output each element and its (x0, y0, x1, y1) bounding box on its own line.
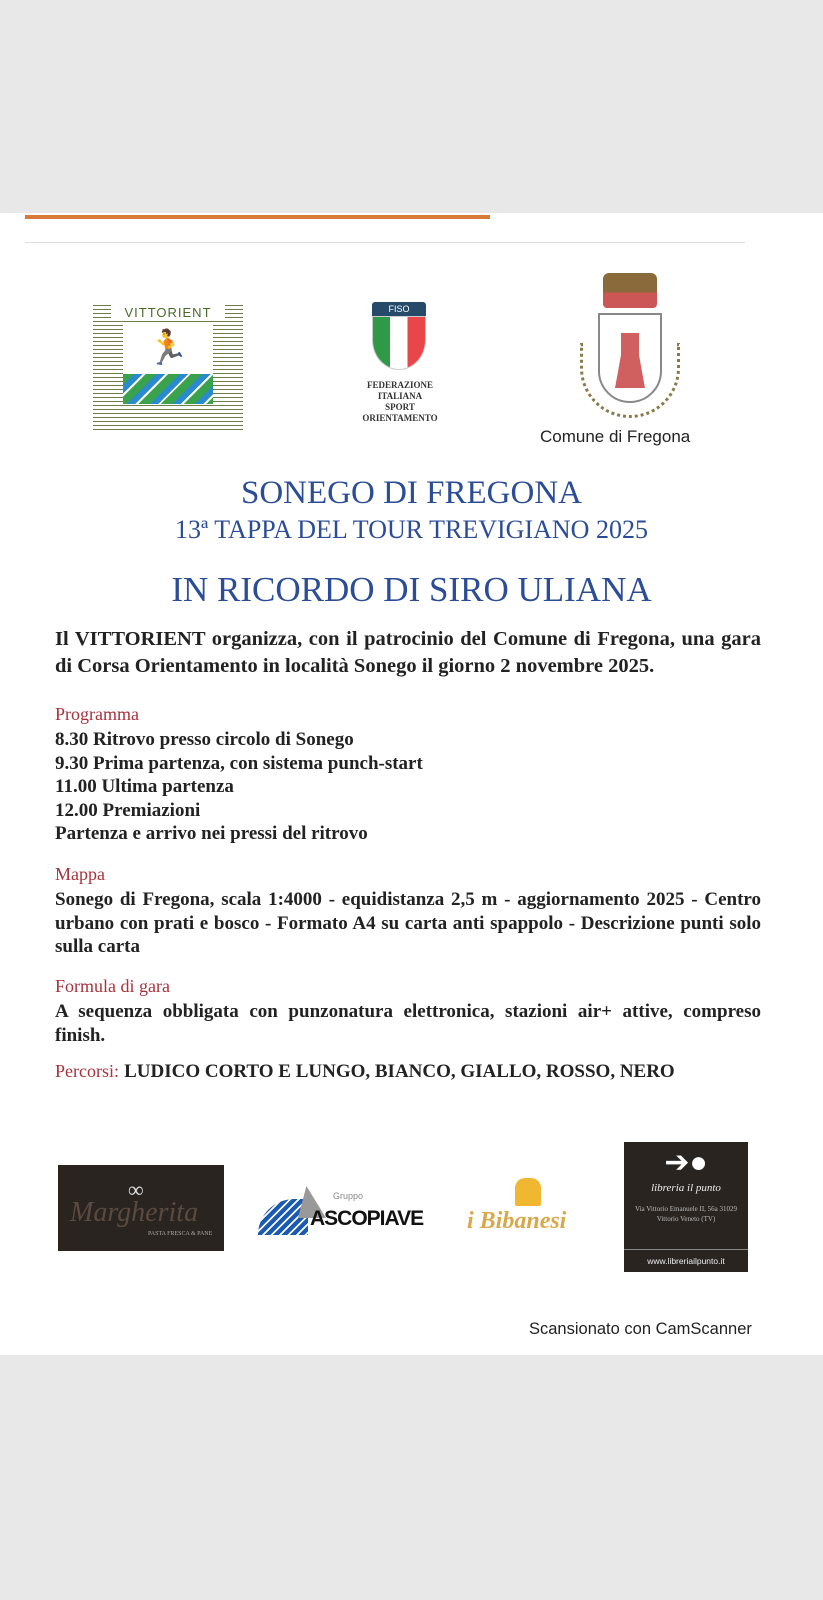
bibanesi-name: i Bibanesi (467, 1208, 567, 1234)
camscanner-watermark: Scansionato con CamScanner (529, 1320, 752, 1338)
margherita-tag: PASTA FRESCA & PANE (148, 1231, 213, 1237)
laurel-icon (580, 343, 680, 418)
sponsor-ascopiave (258, 1181, 438, 1241)
arrow-dot-icon: ➔● (664, 1146, 708, 1179)
formula-text: A sequenza obbligata con punzonatura elettronica, stazioni air+ attive, compreso finish. (55, 1001, 761, 1046)
formula-section (55, 973, 761, 1047)
schedule-item: Partenza e arrivo nei pressi del ritrovo (55, 823, 368, 844)
fiso-text (340, 380, 460, 424)
mappa-text: Sonego di Fregona, scala 1:4000 - equidistanza 2,5 m - aggiornamento 2025 - Centro urbano con prati e bosco - Formato A4 su carta anti spappolo - Descrizione punti solo sulla carta (55, 889, 761, 957)
schedule-item: 11.00 Ultima partenza (55, 776, 234, 797)
vittorient-logo (93, 302, 243, 432)
margherita-name: Margherita (70, 1197, 199, 1228)
stripes (123, 374, 213, 404)
ascopiave-name: ASCOPIAVE (310, 1207, 424, 1230)
divider (25, 242, 745, 243)
schedule-item: 12.00 Premiazioni (55, 799, 201, 821)
infinity-icon: ∞ (128, 1177, 144, 1202)
fiso-badge: FISO (372, 302, 426, 316)
comune-crest (575, 273, 685, 423)
libreria-address: Via Vittorio Emanuele II, 56a 31029 Vittorio Veneto (TV) (634, 1205, 738, 1223)
mappa-label: Mappa (55, 864, 105, 884)
programma-section (55, 701, 761, 846)
event-title: SONEGO DI FREGONA (240, 475, 582, 511)
memorial-heading: IN RICORDO DI SIRO ULIANA (171, 570, 652, 609)
fiso-line: FEDERAZIONE (366, 380, 433, 390)
tricolor-shield-icon (372, 316, 426, 370)
percorsi-label: Percorsi: (55, 1061, 119, 1081)
libreria-name: libreria il punto (651, 1182, 721, 1194)
fiso-logo (372, 302, 426, 370)
fiso-line: ITALIANA (377, 391, 423, 401)
document-page (0, 213, 823, 1355)
ascopiave-group: Gruppo (333, 1191, 364, 1201)
event-subtitle: 13ª TAPPA DEL TOUR TREVIGIANO 2025 (175, 515, 648, 544)
formula-label: Formula di gara (55, 976, 170, 996)
comune-caption: Comune di Fregona (540, 427, 691, 446)
sponsor-libreria (624, 1142, 748, 1272)
sponsor-bibanesi (465, 1178, 605, 1248)
fiso-line: SPORT (385, 402, 415, 412)
crown-icon (515, 1178, 541, 1206)
percorsi-text: LUDICO CORTO E LUNGO, BIANCO, GIALLO, ROSSO, NERO (124, 1061, 675, 1082)
crown-icon (603, 273, 657, 308)
percorsi-section (55, 1058, 761, 1085)
sponsor-margherita (58, 1165, 224, 1251)
vittorient-name: VITTORIENT (111, 305, 225, 320)
programma-label: Programma (55, 704, 139, 724)
schedule-item: 8.30 Ritrovo presso circolo di Sonego (55, 729, 354, 750)
mappa-section (55, 861, 761, 959)
libreria-url: www.libreriailpunto.it (624, 1249, 748, 1266)
runner-icon: 🏃 (123, 324, 213, 374)
fiso-line: ORIENTAMENTO (362, 413, 438, 423)
orange-rule (25, 215, 490, 219)
schedule-item: 9.30 Prima partenza, con sistema punch-start (55, 752, 423, 774)
intro-paragraph: Il VITTORIENT organizza, con il patrocinio del Comune di Fregona, una gara di Corsa Orientamento in località Sonego il giorno 2 novembre 2025. (55, 628, 761, 677)
